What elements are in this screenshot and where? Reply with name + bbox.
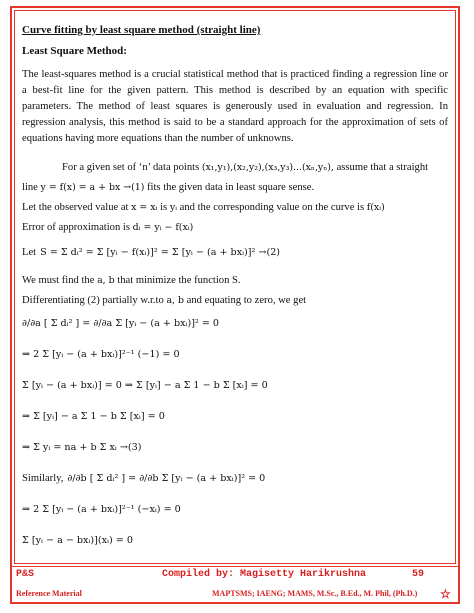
split-a-math: ⇒ Σ [yᵢ] − a Σ 1 − b Σ [xᵢ] = 0 [22,410,165,422]
star-icon: ☆ [440,587,451,601]
minimize-line [22,273,448,289]
observed-value-line [22,200,448,216]
given-text-a: For a given set of ‘n’ data points [62,162,200,174]
section-heading: Least Square Method: [22,44,127,57]
sum-s-math: S = Σ dᵢ² = Σ [yᵢ − f(xᵢ)]² = Σ [yᵢ − (a + bxᵢ)]² →(2) [40,246,281,258]
diff-text-a: Differentiating (2) partially w.r.to [22,294,164,306]
derivative-a-equation [22,344,448,366]
obs-text-c: and the corresponding value on the curve is [179,202,365,214]
page-footer [12,566,458,605]
diff-vars-math: a, b [166,294,185,306]
page-title: Curve fitting by least square method (straight line) [22,24,261,36]
err-text: Error of approximation is [22,222,130,234]
obs-x-math: x = xᵢ [131,202,158,214]
similarly-label: Similarly, [22,472,64,484]
line-equation-math: y = f(x) = a + bx →(1) [40,182,145,194]
err-equation-math: dᵢ = yᵢ − f(xᵢ) [132,222,194,234]
partial-b-math: ∂/∂b [ Σ dᵢ² ] = ∂/∂b Σ [yᵢ − (a + bxᵢ)]² = 0 [67,472,266,484]
error-line [22,220,448,236]
expanded-a-equation [22,375,448,397]
minimize-text-b: that minimize the function S. [117,275,241,287]
intro-paragraph: The least-squares method is a crucial statistical method that is practiced finding a regression line or a best-fit line for the given pattern. This method is described by an equation with specific parameters. The method of least squares is generously used in evaluation and regression. In regression analysis, this method is said to be a standard approach for the approximation of sets of equations having more equations than the number of unknowns. [22,69,448,144]
obs-text-b: is [160,202,168,214]
expanded-a-math: Σ [yᵢ − (a + bxᵢ)] = 0 ⇒ Σ [yᵢ] − a Σ 1 − b Σ [xᵢ] = 0 [22,379,268,391]
minimize-vars-math: a, b [97,275,115,287]
given-text-b: assume that a straight [336,162,429,174]
page-number: 59 [412,569,425,580]
partial-a-equation [22,313,448,335]
footer-credentials: MAPTSMS; IAENG; MAMS, M.Sc., B.Ed., M. Phil, (Ph.D.) [212,589,418,598]
sum-s-equation [22,242,448,264]
diff-text-b: and equating to zero, we get [186,294,307,306]
expanded-b-math: Σ [yᵢ − a − bxᵢ)](xᵢ) = 0 [22,534,133,546]
obs-f-math: f(xᵢ) [366,202,385,214]
line-text-b: fits the given data in least square sense. [147,182,315,194]
normal-equation-3 [22,437,448,459]
minimize-text-a: We must find the [22,275,95,287]
differentiate-line [22,293,448,309]
line-equation-line [22,180,448,196]
derivative-b-math: ⇒ 2 Σ [yᵢ − (a + bxᵢ)]²⁻¹ (−xᵢ) = 0 [22,503,181,515]
derivative-a-math: ⇒ 2 Σ [yᵢ − (a + bxᵢ)]²⁻¹ (−1) = 0 [22,348,180,360]
split-a-equation [22,406,448,428]
footer-reference: Reference Material [16,589,82,598]
derivative-b-equation [22,499,448,521]
obs-y-math: yᵢ [169,202,177,214]
let-label: Let [22,247,37,259]
partial-a-math: ∂/∂a [ Σ dᵢ² ] = ∂/∂a Σ [yᵢ − (a + bxᵢ)]² = 0 [22,317,220,329]
page-content [22,22,448,561]
given-points-math: (x₁,y₁),(x₂,y₂),(x₃,y₃)...(xₙ,yₙ), [201,162,334,174]
obs-text-a: Let the observed value at [22,202,129,214]
partial-b-equation [22,468,448,490]
line-text-a: line [22,182,38,194]
normal-equation-3-math: ⇒ Σ yᵢ = na + b Σ xᵢ →(3) [22,441,142,453]
given-points-line [22,160,448,176]
expanded-b-equation [22,530,448,552]
footer-subject: P&S [16,569,35,580]
footer-author: Compiled by: Magisetty Harikrushna [162,569,367,580]
